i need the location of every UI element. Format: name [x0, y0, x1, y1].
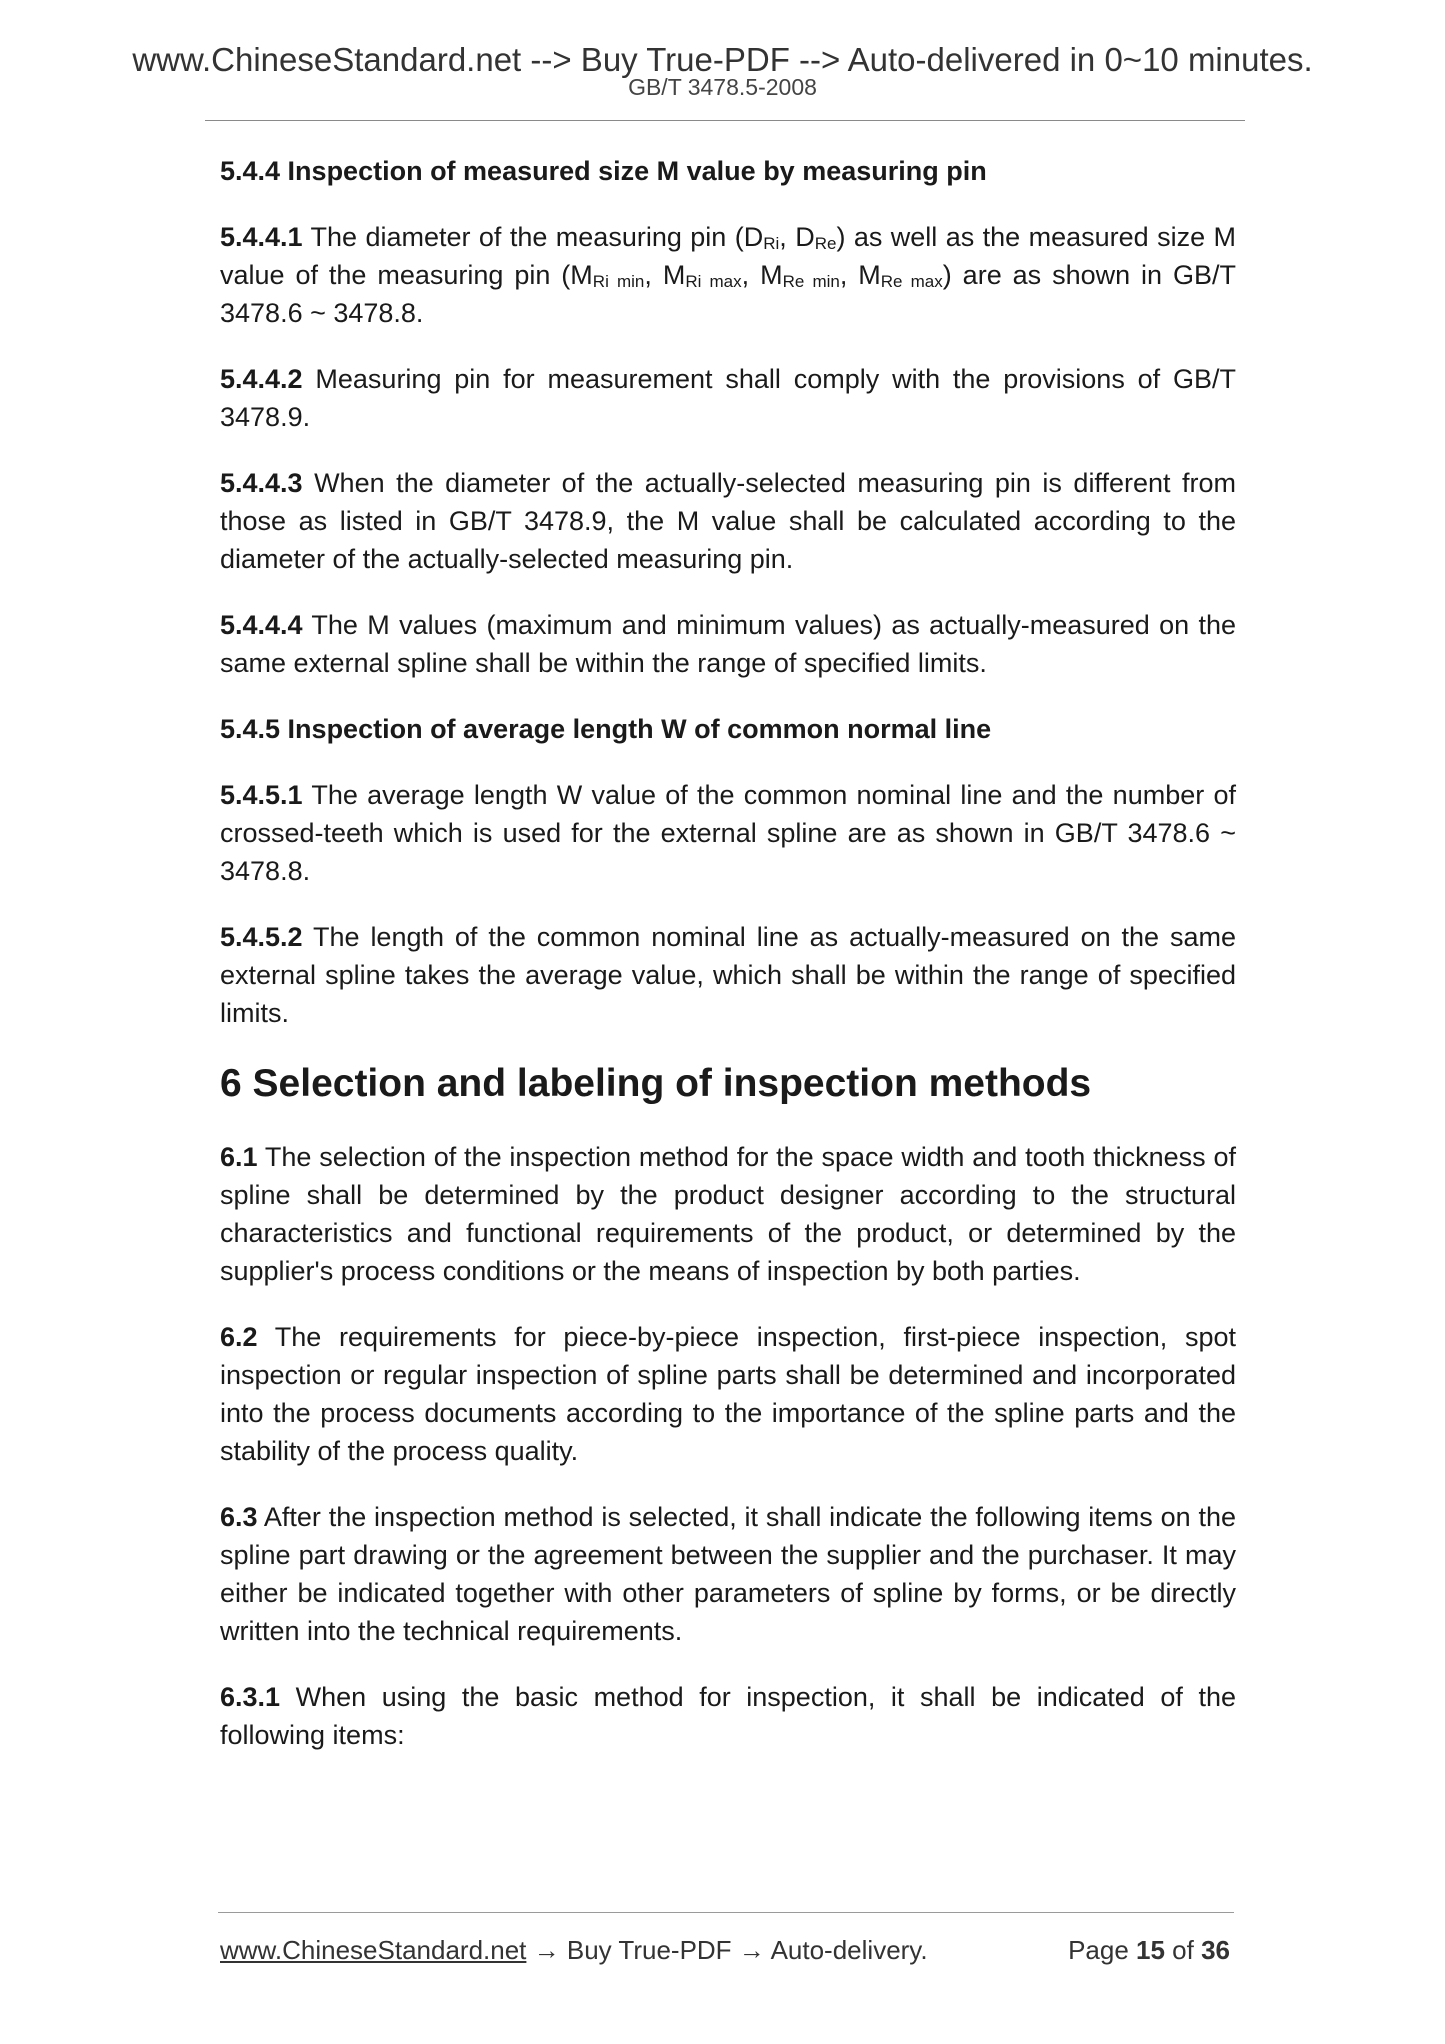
clause-text: When the diameter of the actually-selected measuring pin is different from those as listed in GB/T 3478.9, the M value shall be calculated according to the diameter of the actually-selected measuring pin. [220, 468, 1236, 574]
chapter-heading-6: 6 Selection and labeling of inspection methods [220, 1062, 1092, 1105]
page-counter [1068, 1934, 1230, 1966]
clause-text: ) as well as the measured size M value of the measuring pin (M [220, 222, 1236, 290]
clause-6-3 [220, 1498, 1236, 1650]
clause-5-4-5-1 [220, 776, 1236, 890]
page-total: 36 [1201, 1935, 1230, 1965]
clause-6-1 [220, 1138, 1236, 1290]
header-divider [205, 120, 1245, 121]
clause-text: , M [839, 260, 881, 290]
page-label: Page [1068, 1935, 1137, 1965]
clause-text: ) are as shown in GB/T 3478.6 ~ 3478.8. [220, 260, 1236, 328]
subscript: Re [814, 234, 837, 253]
clause-number: 5.4.4.1 [220, 222, 303, 252]
subscript: Re max [880, 272, 943, 291]
clause-number: 6.2 [220, 1322, 258, 1352]
clause-6-2 [220, 1318, 1236, 1470]
clause-text: The requirements for piece-by-piece inspection, first-piece inspection, spot inspection or regular inspection of spline parts shall be determined and incorporated into the process documents according to the importance of the spline parts and the stability of the process quality. [220, 1322, 1236, 1466]
clause-number: 5.4.4.4 [220, 610, 303, 640]
clause-5-4-4-1 [220, 218, 1236, 332]
clause-text: , D [779, 222, 815, 252]
clause-text: When using the basic method for inspection, it shall be indicated of the following items: [220, 1682, 1236, 1750]
clause-text: Measuring pin for measurement shall comply with the provisions of GB/T 3478.9. [220, 364, 1236, 432]
subscript: Re min [782, 272, 840, 291]
clause-number: 6.1 [220, 1142, 258, 1172]
subscript: Ri min [592, 272, 645, 291]
clause-5-4-5-2 [220, 918, 1236, 1032]
clause-text: The length of the common nominal line as actually-measured on the same external spline takes the average value, which shall be within the range of specified limits. [220, 922, 1236, 1028]
subscript: Ri max [685, 272, 742, 291]
page-footer [220, 1934, 1230, 1966]
top-banner: www.ChineseStandard.net --> Buy True-PDF --> Auto-delivered in 0~10 minutes. [132, 41, 1313, 78]
clause-number: 5.4.4.3 [220, 468, 303, 498]
clause-5-4-4-4 [220, 606, 1236, 682]
clause-text: The diameter of the measuring pin (D [302, 222, 764, 252]
page-of-label: of [1164, 1935, 1202, 1965]
footer-divider [218, 1912, 1234, 1913]
clause-text: The selection of the inspection method for the space width and tooth thickness of spline shall be determined by the product designer according to the structural characteristics and functional requirements of the product, or determined by the supplier's process conditions or the means of inspection by both parties. [220, 1142, 1236, 1286]
clause-text: , M [644, 260, 686, 290]
clause-number: 6.3 [220, 1502, 258, 1532]
document-code: GB/T 3478.5-2008 [628, 74, 817, 100]
clause-text: , M [741, 260, 783, 290]
clause-number: 5.4.5.1 [220, 780, 303, 810]
page-content [220, 152, 1236, 1782]
page-number: 15 [1136, 1935, 1165, 1965]
clause-number: 5.4.5.2 [220, 922, 303, 952]
clause-text: After the inspection method is selected, it shall indicate the following items on the spline part drawing or the agreement between the supplier and the purchaser. It may either be indicated together with other parameters of spline by forms, or be directly written into the technical requirements. [220, 1502, 1236, 1646]
clause-text: The M values (maximum and minimum values) as actually-measured on the same external spline shall be within the range of specified limits. [220, 610, 1236, 678]
clause-text: The average length W value of the common nominal line and the number of crossed-teeth which is used for the external spline are as shown in GB/T 3478.6 ~ 3478.8. [220, 780, 1236, 886]
clause-6-3-1 [220, 1678, 1236, 1754]
section-heading-5-4-4: 5.4.4 Inspection of measured size M value by measuring pin [220, 156, 987, 186]
clause-number: 5.4.4.2 [220, 364, 303, 394]
subscript: Ri [763, 234, 780, 253]
clause-5-4-4-3 [220, 464, 1236, 578]
section-heading-5-4-5: 5.4.5 Inspection of average length W of common normal line [220, 714, 992, 744]
footer-site-link[interactable]: www.ChineseStandard.net [220, 1935, 527, 1965]
clause-number: 6.3.1 [220, 1682, 281, 1712]
footer-tagline: → Buy True-PDF → Auto-delivery. [526, 1935, 928, 1965]
clause-5-4-4-2 [220, 360, 1236, 436]
